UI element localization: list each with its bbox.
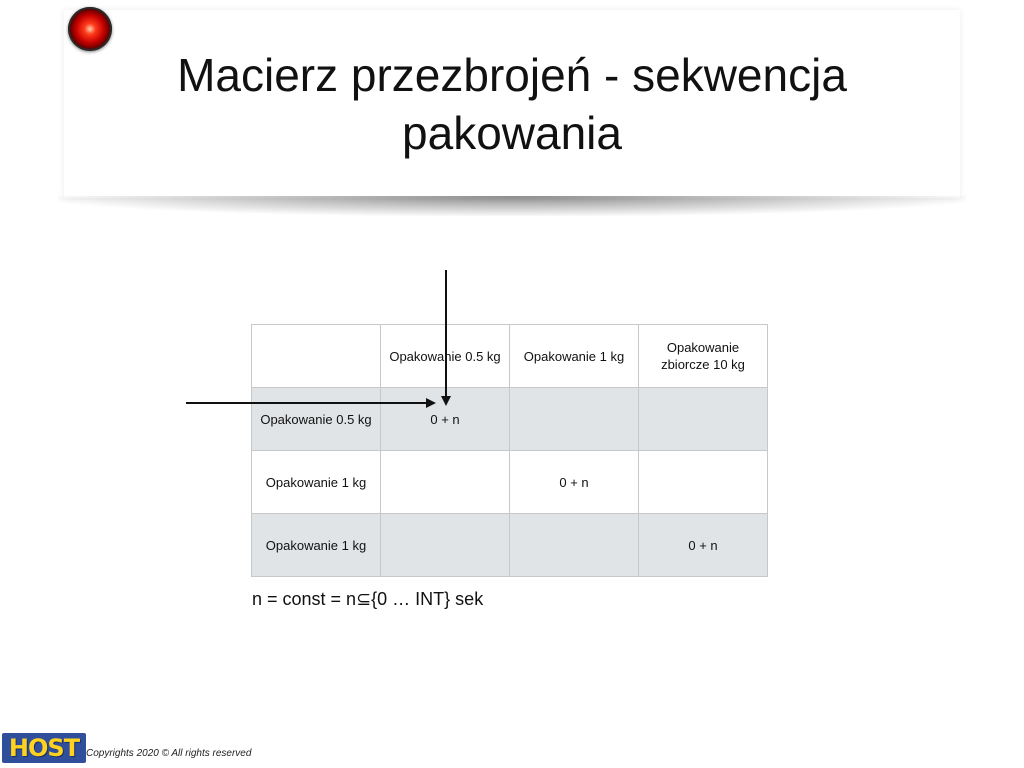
matrix-row-header: Opakowanie 0.5 kg	[252, 388, 381, 451]
slide-title-line-1: Macierz przezbrojeń - sekwencja	[177, 49, 847, 101]
matrix-cell: 0 + n	[639, 514, 768, 577]
matrix-column-header: Opakowanie zbiorcze 10 kg	[639, 325, 768, 388]
matrix-column-header: Opakowanie 1 kg	[510, 325, 639, 388]
copyright-text: Copyrights 2020 © All rights reserved	[86, 748, 252, 759]
matrix-cell: 0 + n	[381, 388, 510, 451]
formula-note: n = const = n⊆{0 … INT} sek	[252, 589, 484, 609]
matrix-cell: 0 + n	[510, 451, 639, 514]
host-logo-text: HOST	[8, 734, 80, 762]
matrix-row-header: Opakowanie 1 kg	[252, 451, 381, 514]
slide-title-line-2: pakowania	[402, 107, 622, 159]
matrix-row-header: Opakowanie 1 kg	[252, 514, 381, 577]
host-logo	[2, 733, 86, 763]
matrix-column-header: Opakowanie 0.5 kg	[381, 325, 510, 388]
